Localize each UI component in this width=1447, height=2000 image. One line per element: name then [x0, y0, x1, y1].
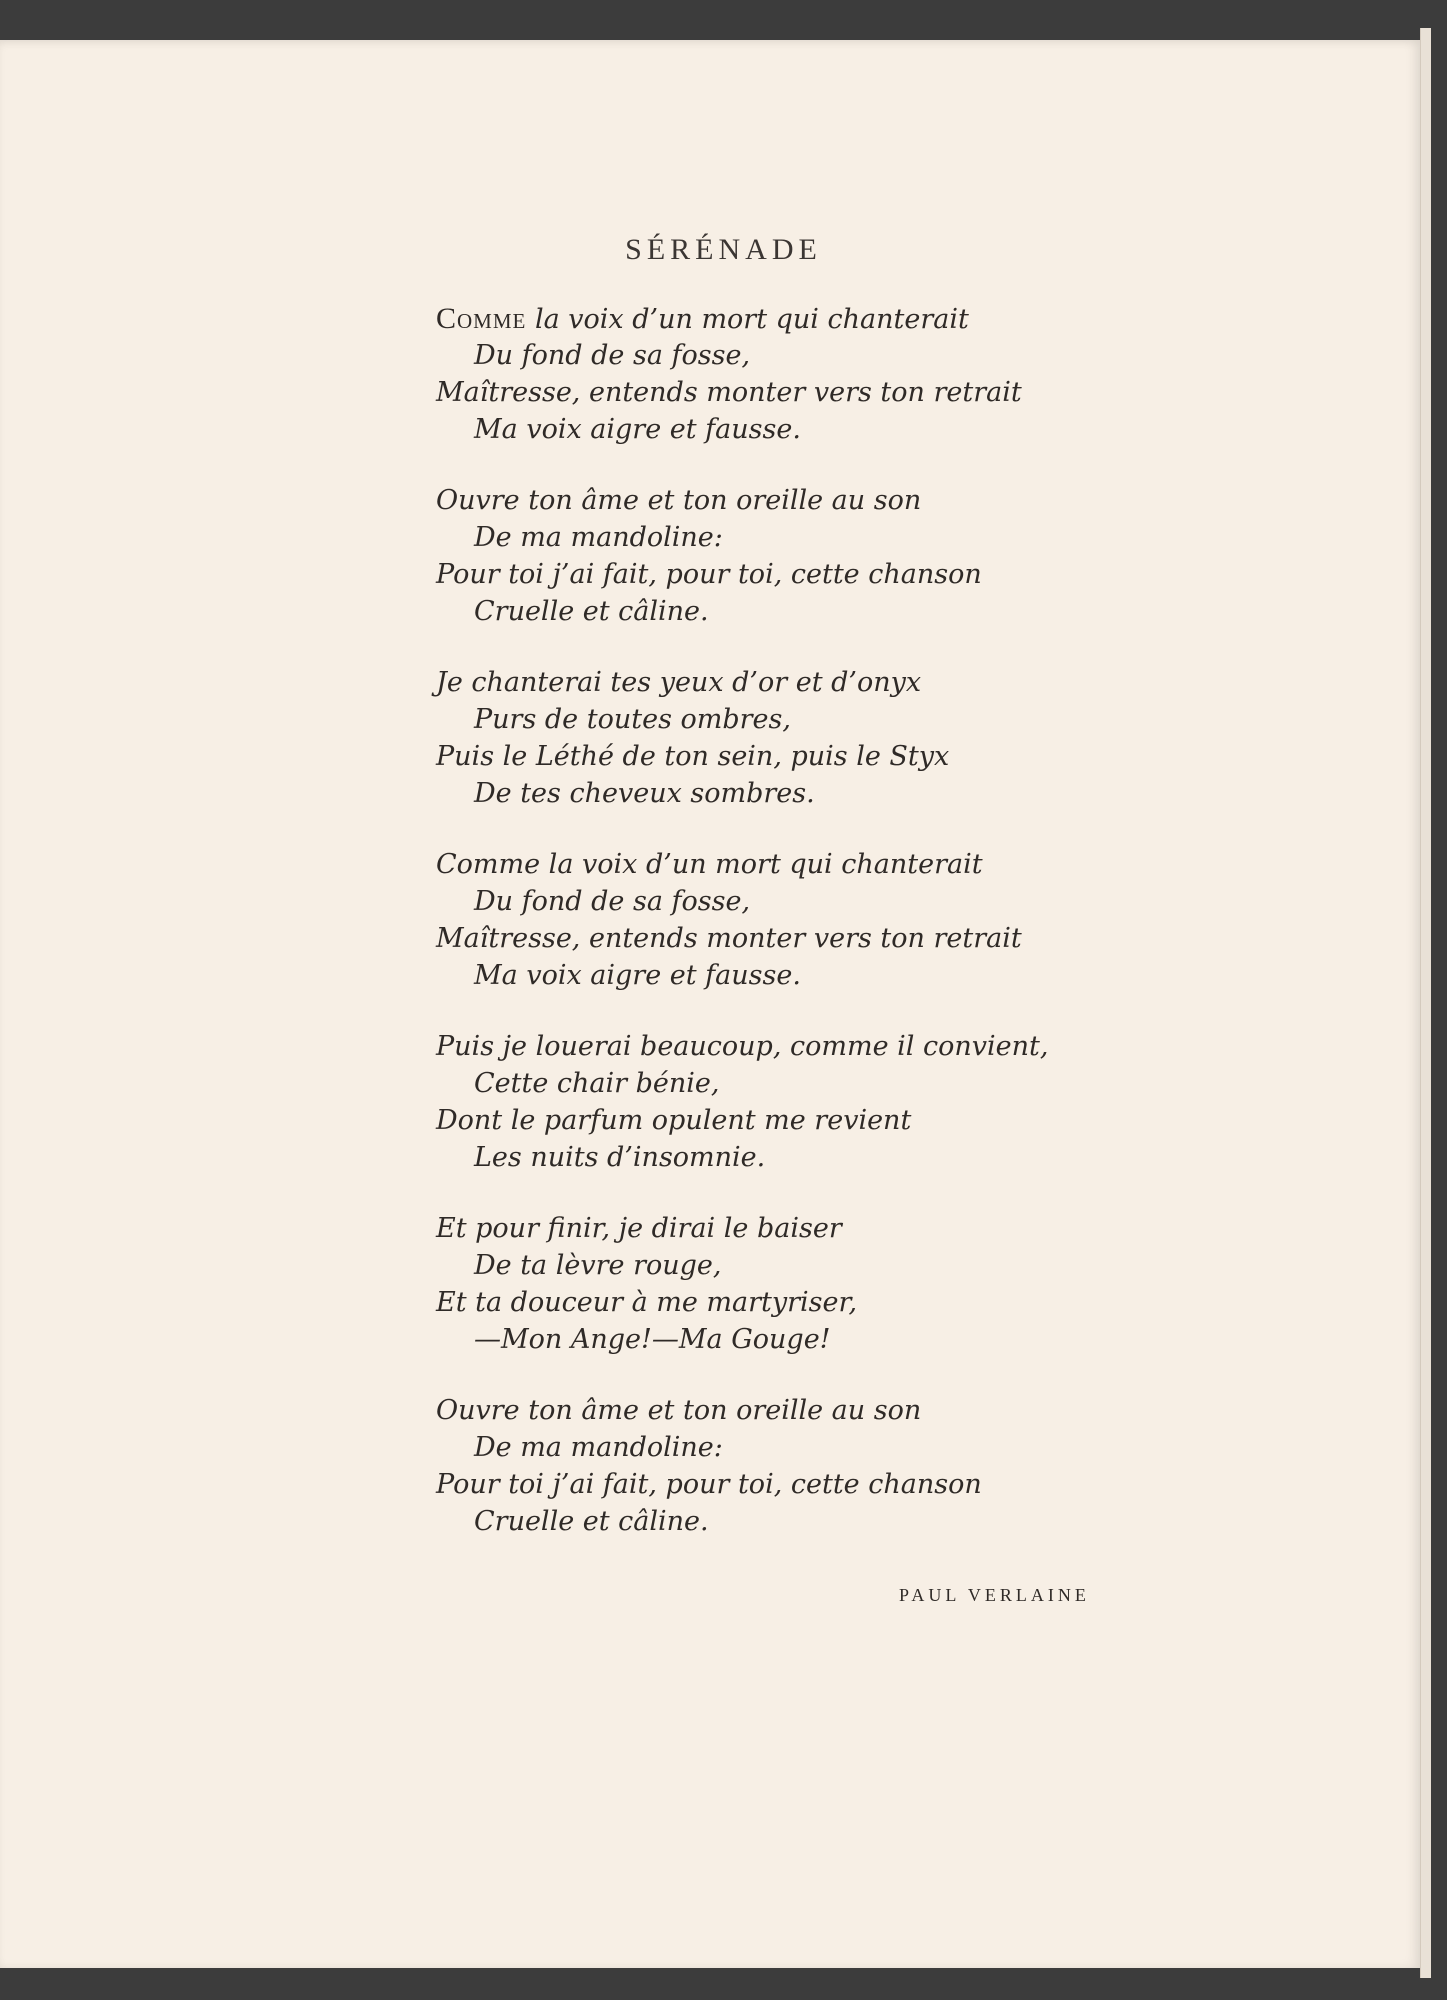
- verse-line: [436, 300, 1136, 337]
- verse-line: Du fond de sa fosse,: [474, 340, 751, 371]
- verse-line: Puis je louerai beaucoup, comme il convient,: [436, 1031, 1049, 1062]
- verse-line: De ma mandoline:: [474, 1432, 723, 1463]
- verse-line: Ma voix aigre et fausse.: [474, 414, 801, 445]
- verse-line: Et pour finir, je dirai le baiser: [436, 1213, 842, 1244]
- verse-line: De ta lèvre rouge,: [474, 1250, 722, 1281]
- verse-line: Dont le parfum opulent me revient: [436, 1105, 912, 1136]
- stanza-7: [436, 1392, 1136, 1540]
- verse-line: Maîtresse, entends monter vers ton retrait: [436, 377, 1022, 408]
- verse-line: De ma mandoline:: [474, 522, 723, 553]
- verse-line: Et ta douceur à me martyriser,: [436, 1287, 858, 1318]
- verse-line: Du fond de sa fosse,: [474, 886, 751, 917]
- poem-title: SÉRÉNADE: [625, 233, 822, 266]
- stanza-3: [436, 664, 1136, 812]
- verse-line: Je chanterai tes yeux d’or et d’onyx: [436, 667, 922, 698]
- verse-line: Cruelle et câline.: [474, 1506, 709, 1537]
- verse-line: Pour toi j’ai fait, pour toi, cette chanson: [436, 1469, 982, 1500]
- verse-line: Les nuits d’insomnie.: [474, 1142, 766, 1173]
- verse-line: Ma voix aigre et fausse.: [474, 960, 801, 991]
- stanza-5: [436, 1028, 1136, 1176]
- poem-body: [436, 300, 1136, 1574]
- verse-line: Maîtresse, entends monter vers ton retrait: [436, 923, 1022, 954]
- stanza-6: [436, 1210, 1136, 1358]
- stanza-1: [436, 300, 1136, 448]
- verse-line: Cruelle et câline.: [474, 596, 709, 627]
- verse-line: Pour toi j’ai fait, pour toi, cette chanson: [436, 559, 982, 590]
- verse-line: Cette chair bénie,: [474, 1068, 720, 1099]
- page-edge: [1420, 28, 1431, 1978]
- verse-line: —Mon Ange!—Ma Gouge!: [474, 1324, 831, 1355]
- verse-line: Puis le Léthé de ton sein, puis le Styx: [436, 741, 950, 772]
- stanza-4: [436, 846, 1136, 994]
- verse-text: la voix d’un mort qui chanterait: [526, 304, 969, 335]
- drop-word: Comme: [436, 302, 527, 335]
- verse-line: Ouvre ton âme et ton oreille au son: [436, 1395, 922, 1426]
- stanza-2: [436, 482, 1136, 630]
- verse-line: Comme la voix d’un mort qui chanterait: [436, 849, 983, 880]
- verse-line: Purs de toutes ombres,: [474, 704, 791, 735]
- author-signature: PAUL VERLAINE: [899, 1585, 1090, 1605]
- verse-line: Ouvre ton âme et ton oreille au son: [436, 485, 922, 516]
- verse-line: De tes cheveux sombres.: [474, 778, 815, 809]
